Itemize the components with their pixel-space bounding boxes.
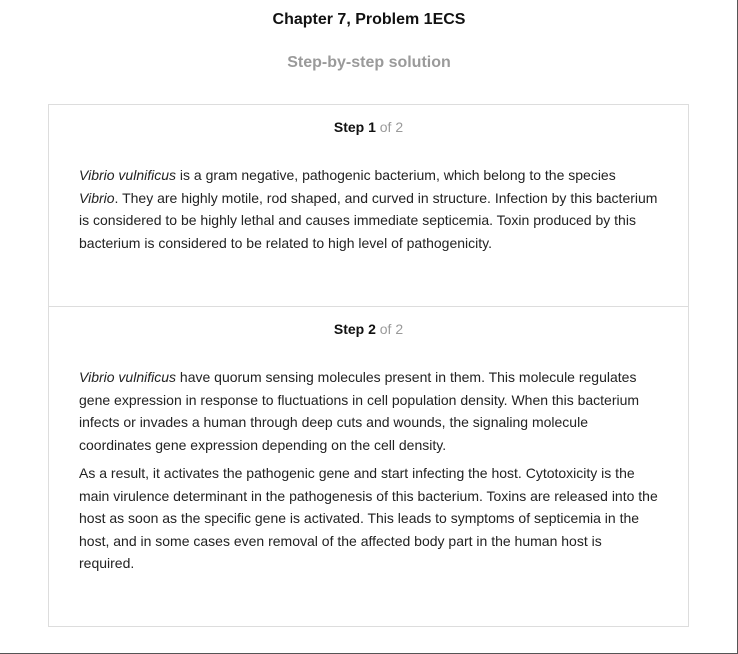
step-2-label: Step 2 [333, 321, 376, 337]
step-1-header [49, 119, 688, 135]
step-2-paragraph [79, 462, 659, 575]
step-1-label: Step 1 [333, 119, 376, 135]
text-run: . They are highly motile, rod shaped, and curved in structure. Infection by this bacterium is considered to be highly lethal and causes immediate septicemia. Toxin produced by this bacterium is considered to be related to high level of pathogenicity. [79, 189, 658, 251]
step-1-body [79, 164, 659, 260]
text-run: have quorum sensing molecules present in them. This molecule regulates gene expression in response to fluctuations in cell population density. When this bacterium infects or invades a human through deep cuts and wounds, the signaling molecule coordinates gene expression depending on the cell density. [79, 369, 640, 453]
step-2-section [49, 307, 688, 626]
step-2-count: of 2 [379, 321, 404, 337]
step-1-paragraph [79, 164, 659, 254]
italic-term: Vibrio vulnificus [79, 167, 177, 183]
text-run: is a gram negative, pathogenic bacterium, which belong to the species [176, 167, 616, 183]
steps-container [48, 104, 689, 627]
page-title: Chapter 7, Problem 1ECS [272, 11, 466, 28]
italic-term: Vibrio vulnificus [79, 369, 177, 385]
solution-subtitle: Step-by-step solution [287, 54, 451, 71]
text-run: As a result, it activates the pathogenic gene and start infecting the host. Cytotoxicity is the main virulence determinant in the pathogenesis of this bacterium. Toxins are released into the host as soon as the specific gene is activated. This leads to symptoms of septicemia in the host, and in some cases even removal of the affected body part in the human host is required. [79, 465, 658, 571]
step-2-body [79, 366, 659, 581]
italic-term: Vibrio [79, 189, 115, 206]
step-1-section [49, 105, 688, 307]
step-2-paragraph [79, 366, 659, 456]
step-2-header [49, 321, 688, 337]
step-1-count: of 2 [379, 119, 404, 135]
